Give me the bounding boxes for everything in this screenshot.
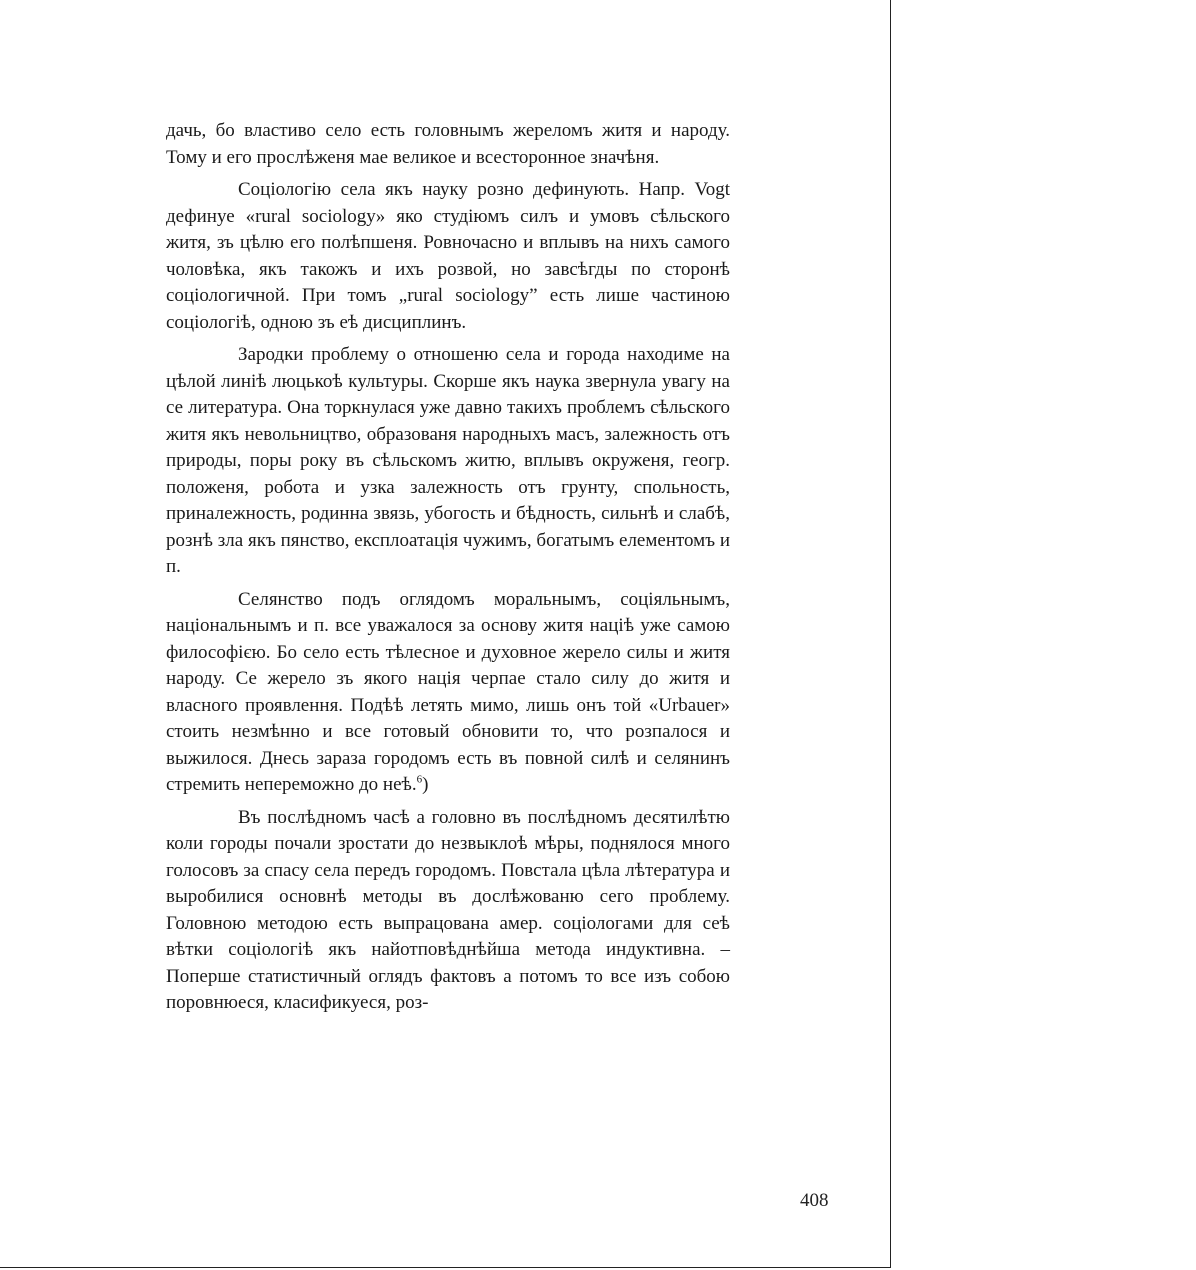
- paragraph-5: Въ послѣдномъ часѣ а головно въ послѣдномъ десятилѣтю коли городы почали зростати до незвыклоѣ мѣры, поднялося много голосовъ за спасу села передъ городомъ. Повстала цѣла лѣтература и выробилися основнѣ методы въ дослѣжованю сего проблему. Головною методою есть выпрацована амер. соціологами для сеѣ вѣтки соціологіѣ якъ найотповѣднѣйша метода индуктивна. – Поперше статистичный оглядъ фактовъ а потомъ то все изъ собою поровнюеся, класификуеся, роз-: [166, 806, 730, 1013]
- document-body: [166, 118, 730, 1023]
- footnote-ref: 6: [416, 773, 423, 786]
- paragraph-4-text: Селянство подъ оглядомъ моральнымъ, соціяльнымъ, національнымъ и п. все уважалося за основу житя націѣ уже самою философією. Бо село есть тѣлесное и духовное жерело силы и житя народу. Се жерело зъ якого нація черпае стало силу до житя и власного проявлення. Подѣѣ летять мимо, лишь онъ той «Urbauer» стоить незмѣнно и все готовый обновити то, что розпалося и выжилося. Днесь зараза городомъ есть въ повной силѣ и селянинъ стремить неперемoжно до неѣ.: [166, 588, 730, 795]
- paragraph-4: [166, 587, 730, 799]
- paragraph-3: Зародки проблему о отношеню села и города находиме на цѣлой линіѣ люцькоѣ культуры. Скорше якъ наука звернула увагу на се литература. Она торкнулася уже давно такихъ проблемъ сѣльского житя якъ невольництво, образованя народныхъ масъ, залежность отъ природы, поры року въ сѣльскомъ житю, вплывъ окруженя, геогр. положеня, робота и узка залежность отъ грунту, спольность, приналежность, родинна звязь, убогость и бѣдность, сильнѣ и слабѣ, рознѣ зла якъ пянство, експлоатація чужимъ, богатымъ елементомъ и п.: [166, 344, 730, 577]
- footnote-close: ): [422, 774, 429, 795]
- paragraph-2: Соціологію села якъ науку розно дефинують. Напр. Vogt дефинуе «rural sociology» яко студіюмъ силъ и умовъ сѣльского житя, зъ цѣлю его полѣпшеня. Ровночасно и вплывъ на нихъ самого чоловѣка, якъ такожъ и ихъ розвой, но завсѣгды по сторонѣ соціологичной. При томъ „rural sociology” есть лише частиною соціологіѣ, одною зъ еѣ дисциплинъ.: [166, 179, 730, 333]
- paragraph-1: дачь, бо властиво село есть головнымъ жереломъ житя и народу. Тому и его прослѣженя мае великое и всестороннoe значѣня.: [166, 120, 730, 168]
- page-number: 408: [800, 1190, 829, 1211]
